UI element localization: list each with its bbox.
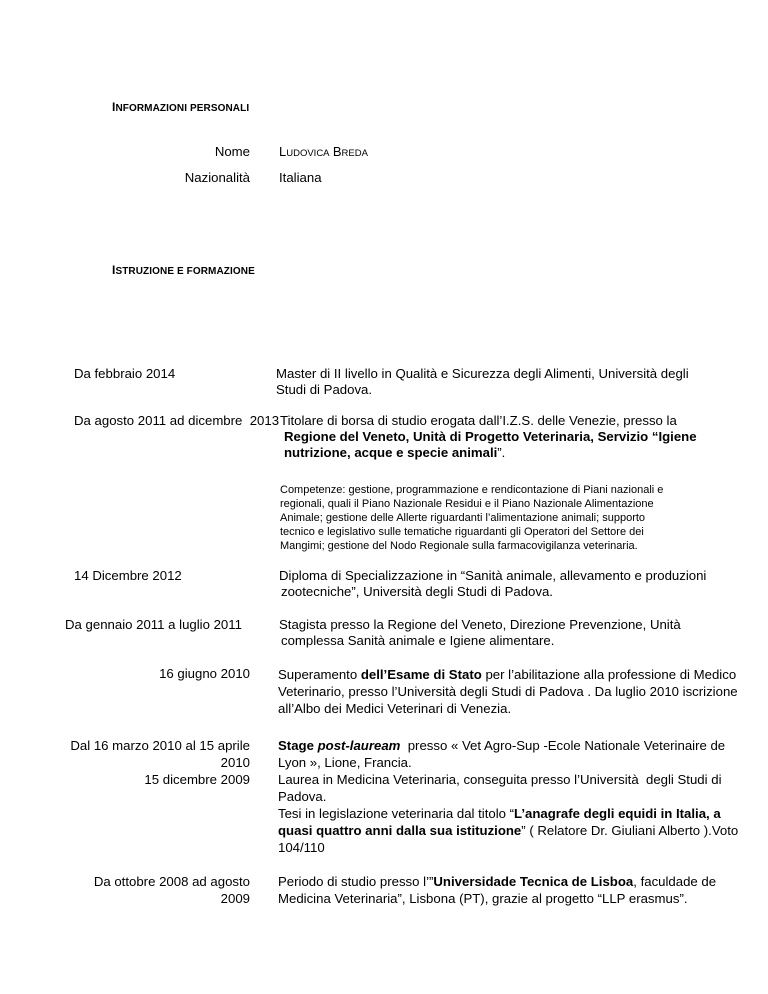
- text-run-bold: dell’Esame di Stato: [360, 667, 482, 682]
- entry-text: [279, 568, 706, 600]
- entry-line: Studi di Padova.: [276, 382, 373, 397]
- text-run-bold-italic: post-lauream: [317, 738, 401, 753]
- entry-date: 14 Dicembre 2012: [74, 568, 182, 583]
- entry-text: [278, 737, 738, 856]
- date-line: 2009: [220, 891, 250, 906]
- entry-line: [278, 805, 738, 822]
- entry-line: Diploma di Specializzazione in “Sanità animale, allevamento e produzioni: [279, 568, 707, 583]
- surname-cap: B: [332, 144, 342, 159]
- text-run: ” ( Relatore Dr. Giuliani Alberto ).Voto: [521, 823, 739, 838]
- entry-text: [278, 873, 716, 907]
- entry-line: [278, 822, 738, 839]
- entry-line: Master di II livello in Qualità e Sicurezza degli Alimenti, Università degli: [276, 366, 689, 381]
- entry-line: [278, 666, 738, 683]
- entry-line-bold: nutrizione, acque e specie animali: [284, 445, 498, 460]
- date-line: 15 dicembre 2009: [144, 772, 250, 787]
- entry-line: Titolare di borsa di studio erogata dall’I.Z.S. delle Venezie, presso la: [280, 413, 677, 428]
- text-run: presso « Vet Agro-Sup -Ecole Nationale Veterinaire de: [400, 738, 726, 753]
- entry-line: Padova.: [278, 789, 327, 804]
- entry-line: [278, 737, 738, 754]
- entry-details: [280, 483, 663, 553]
- entry-text: [280, 413, 697, 461]
- detail-line: Mangimi; gestione del Nodo Regionale sulla farmacovigilanza veterinaria.: [280, 540, 638, 552]
- detail-line: Animale; gestione delle Allerte riguardanti l’alimentazione animali; supporto: [280, 512, 646, 524]
- heading-cap: I: [112, 263, 116, 277]
- name-value: [279, 144, 368, 162]
- entry-line: Stagista presso la Regione del Veneto, Direzione Prevenzione, Unità: [279, 617, 681, 632]
- nationality-label: Nazionalità: [184, 170, 250, 185]
- date-line: Dal 16 marzo 2010 al 15 aprile: [70, 738, 250, 753]
- text-run-bold: quasi quattro anni dalla sua istituzione: [278, 823, 522, 838]
- name-label: Nome: [214, 144, 250, 159]
- entry-line: [278, 873, 716, 890]
- nationality-value: Italiana: [279, 170, 322, 185]
- name-cap: L: [279, 144, 287, 159]
- entry-text: [276, 366, 689, 398]
- entry-line: complessa Sanità animale e Igiene alimentare.: [281, 633, 555, 648]
- entry-date: [40, 873, 250, 907]
- entry-line-tail: ”.: [497, 445, 506, 460]
- text-run: Superamento: [278, 667, 361, 682]
- text-run-bold: Stage: [278, 738, 318, 753]
- detail-line: regionali, quali il Piano Nazionale Residui e il Piano Nazionale Alimentazione: [280, 498, 654, 510]
- entry-text: [279, 617, 681, 649]
- entry-line: Regione del Veneto, Unità di Progetto Veterinaria, Servizio “Igiene: [284, 429, 697, 444]
- detail-line: Competenze: gestione, programmazione e rendicontazione di Piani nazionali e: [280, 484, 664, 496]
- date-line: 2010: [220, 755, 250, 770]
- entry-line: all’Albo dei Medici Veterinari di Venezia.: [278, 701, 512, 716]
- entry-date: Da febbraio 2014: [74, 366, 176, 381]
- entry-line: zootecniche”, Università degli Studi di Padova.: [281, 584, 553, 599]
- text-run: per l’abilitazione alla professione di Medico: [481, 667, 737, 682]
- surname-rest: REDA: [341, 148, 368, 159]
- text-run: Tesi in legislazione veterinaria dal titolo “: [278, 806, 515, 821]
- entry-date: Da agosto 2011 ad dicembre 2013: [74, 413, 280, 428]
- heading-rest: NFORMAZIONI PERSONALI: [115, 103, 250, 114]
- text-run: Periodo di studio presso l’”: [278, 874, 434, 889]
- date-line: Da ottobre 2008 ad agosto: [93, 874, 250, 889]
- name-rest: UDOVICA: [286, 148, 330, 159]
- heading-cap: I: [112, 100, 116, 114]
- heading-rest: STRUZIONE E FORMAZIONE: [115, 266, 255, 277]
- entry-date: Da gennaio 2011 a luglio 2011: [65, 617, 242, 632]
- entry-line: Laurea in Medicina Veterinaria, conseguita presso l’Università degli Studi di: [278, 772, 722, 787]
- entry-line: 104/110: [278, 840, 325, 855]
- entry-line: Veterinario, presso l’Università degli Studi di Padova . Da luglio 2010 iscrizione: [278, 684, 738, 699]
- section-heading-education: [112, 263, 255, 277]
- entry-date: [40, 737, 250, 788]
- entry-text: [278, 666, 738, 717]
- entry-line: Medicina Veterinaria”, Lisbona (PT), grazie al progetto “LLP erasmus”.: [278, 891, 688, 906]
- text-run-bold: Universidade Tecnica de Lisboa: [433, 874, 634, 889]
- text-run-bold: L’anagrafe degli equidi in Italia, a: [514, 806, 721, 821]
- entry-line: Lyon », Lione, Francia.: [278, 755, 412, 770]
- detail-line: tecnico e legislativo sulle tematiche riguardanti gli Operatori del Settore dei: [280, 526, 644, 538]
- section-heading-personal: [112, 100, 249, 114]
- entry-date: 16 giugno 2010: [159, 666, 250, 681]
- text-run: , faculdade de: [633, 874, 717, 889]
